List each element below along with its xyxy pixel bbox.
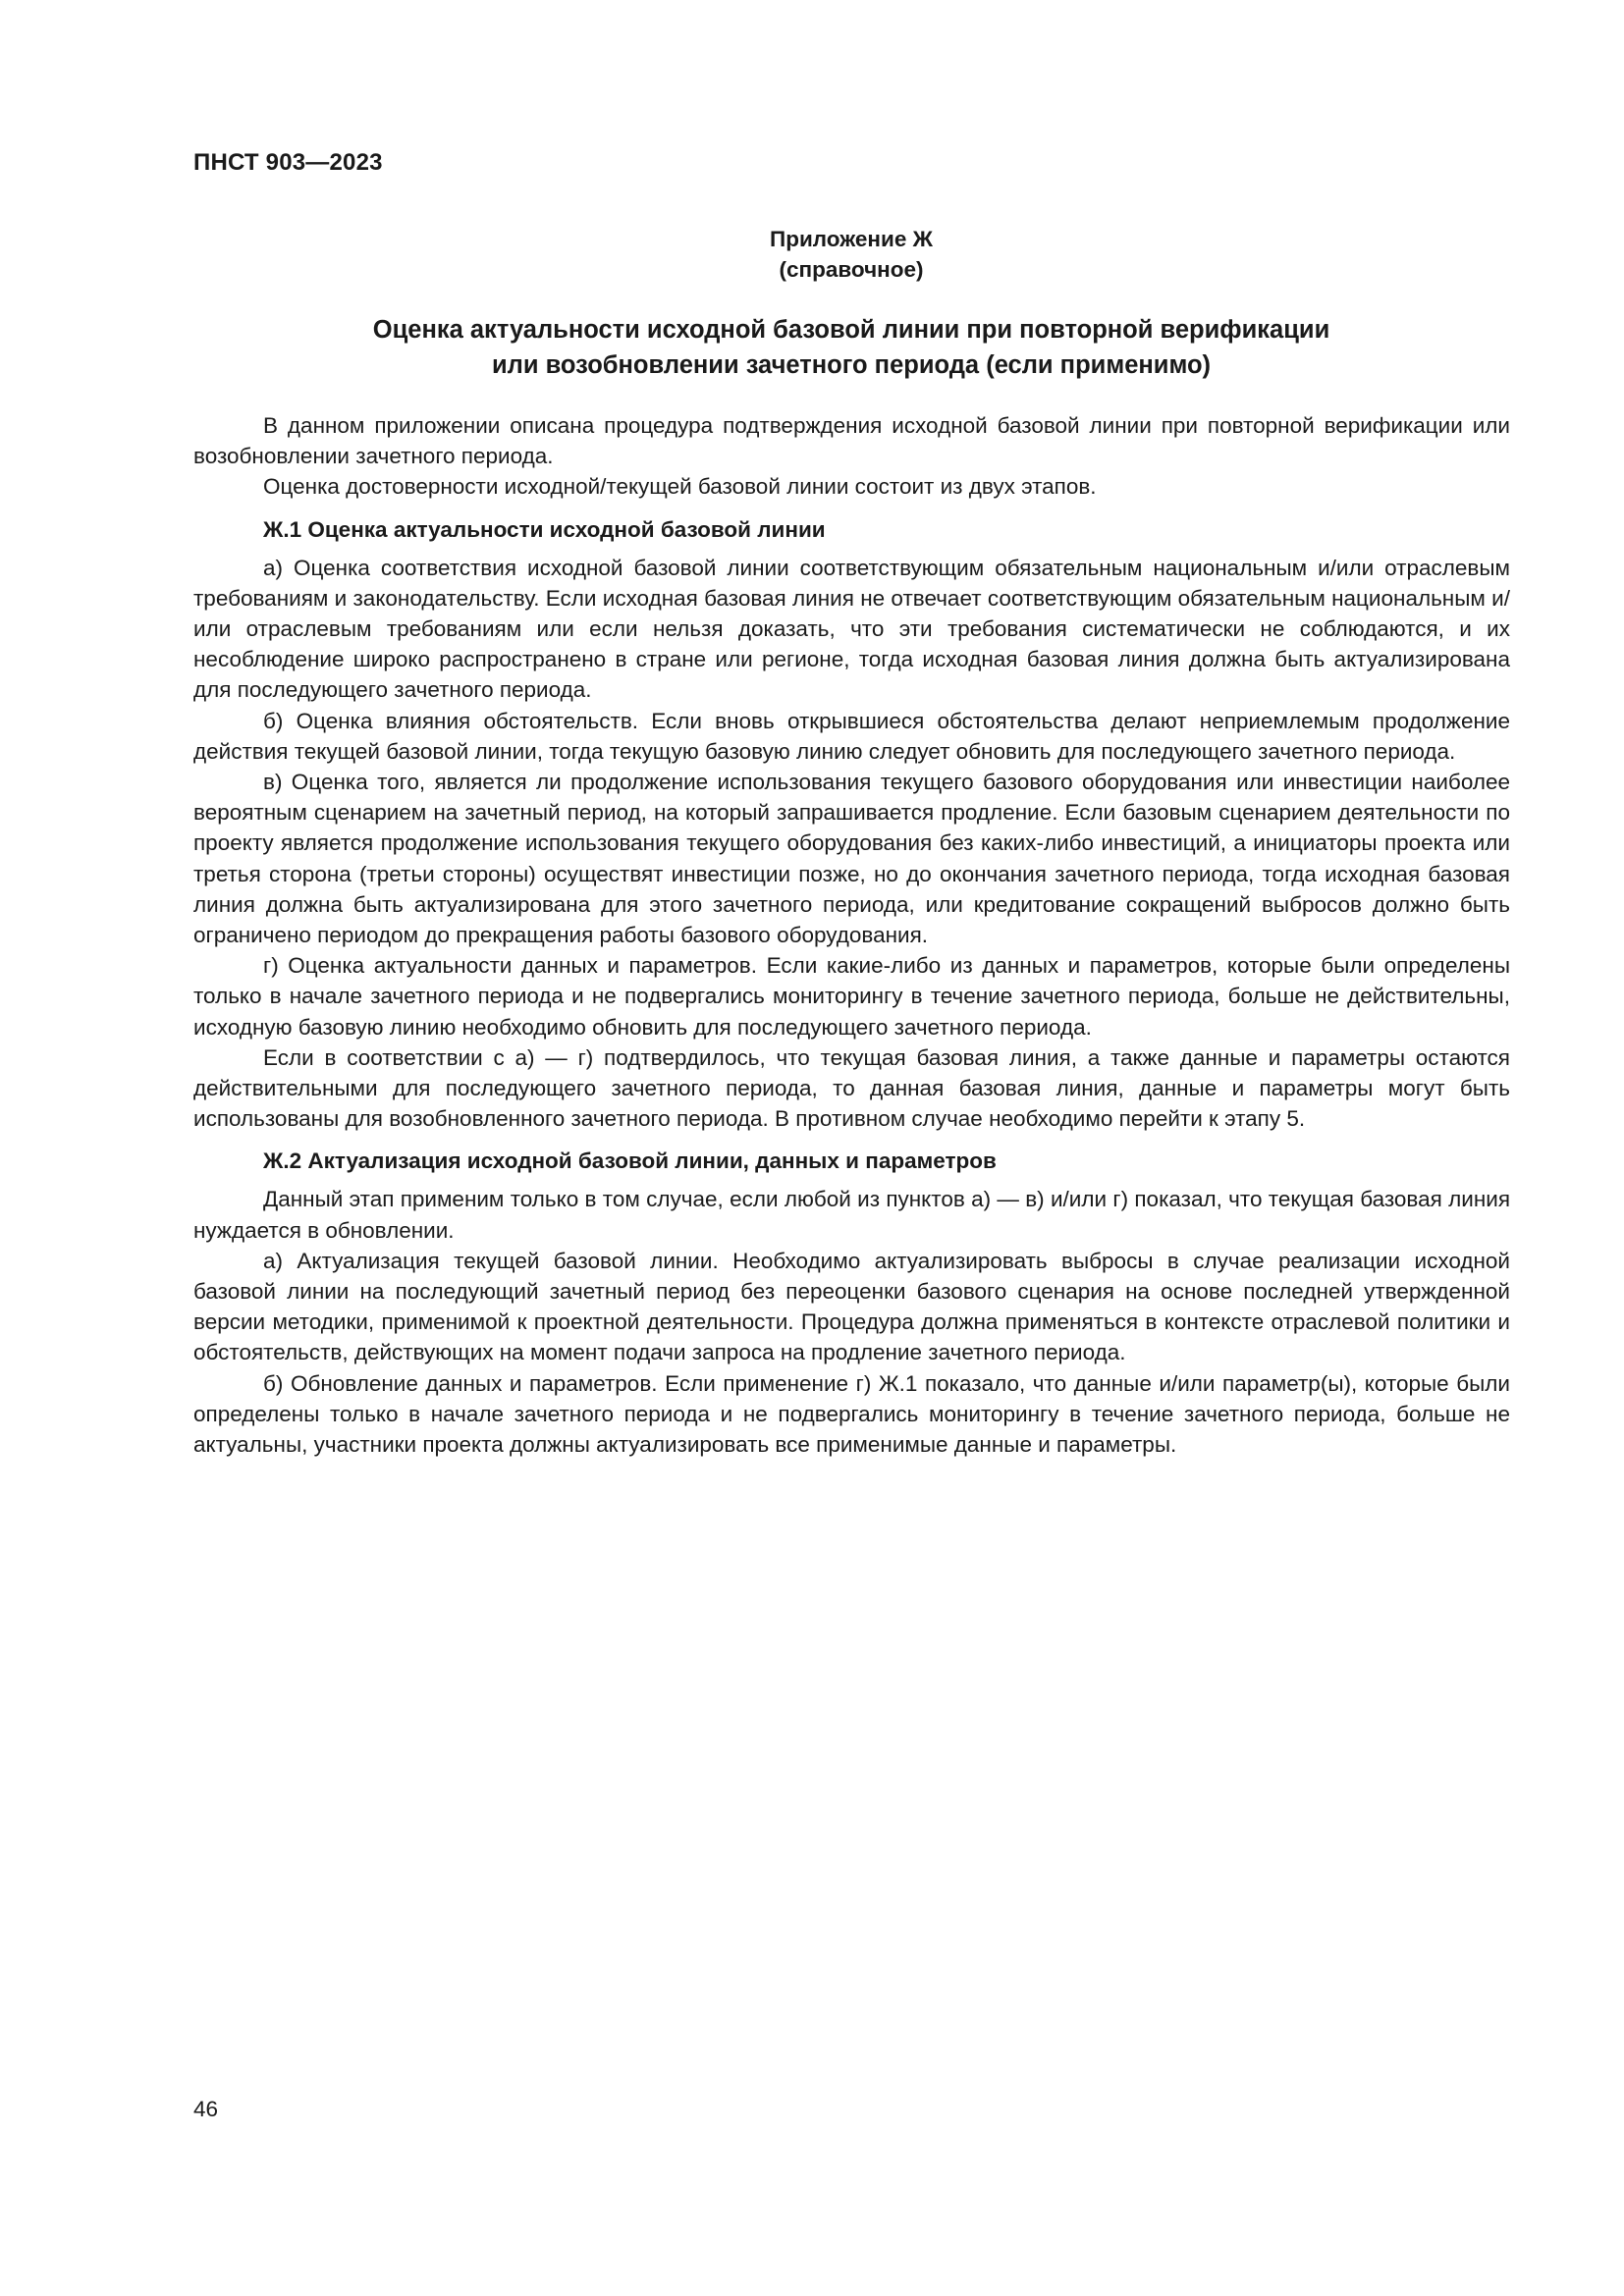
- section-1-item-b: б) Оценка влияния обстоятельств. Если вновь открывшиеся обстоятельства делают неприемлемым продолжение действия текущей базовой линии, тогда текущую базовую линию следует обновить для последующего зачетного периода.: [193, 708, 1510, 764]
- annex-heading: [193, 224, 1509, 285]
- section-1-item-c: в) Оценка того, является ли продолжение использования текущего базового оборудования или инвестиции наиболее вероятным сценарием на зачетный период, на который запрашивается продление. Если базовым сценарием деятельности по проекту является продолжение использования текущего оборудования без каких-либо инвестиций, а инициаторы проекта или третья сторона (третьи стороны) осуществят инвестиции позже, но до окончания зачетного периода, тогда исходная базовая линия должна быть актуализирована для этого зачетного периода, или кредитование сокращений выбросов должно быть ограничено периодом до прекращения работы базового оборудования.: [193, 770, 1510, 948]
- annex-title-line-2: или возобновлении зачетного периода (если применимо): [491, 351, 1212, 379]
- document-body: [193, 410, 1510, 1460]
- section-1-summary: Если в соответствии с а) — г) подтвердилось, что текущая базовая линия, а также данные и параметры остаются действительными для последующего зачетного периода, то данная базовая линия, данные и параметры могут быть использованы для возобновленного зачетного периода. В противном случае необходимо перейти к этапу 5.: [193, 1044, 1510, 1132]
- section-2-item-a: а) Актуализация текущей базовой линии. Необходимо актуализировать выбросы в случае реализации исходной базовой линии на последующий зачетный период без переоценки базового сценария на основе последней утвержденной версии методики, применимой к проектной деятельности. Процедура должна применяться в контексте отраслевой политики и обстоятельств, действующих на момент подачи запроса на продление зачетного периода.: [193, 1248, 1510, 1365]
- section-1-item-a: а) Оценка соответствия исходной базовой линии соответствующим обязательным национальным и/или отраслевым требованиям и законодательству. Если исходная базовая линия не отвечает соответствующим обязательным национальным и/или отраслевым требованиям или если нельзя доказать, что эти требования систематически не соблюдаются, и их несоблюдение широко распространено в стране или регионе, тогда исходная базовая линия должна быть актуализирована для последующего зачетного периода.: [193, 555, 1510, 703]
- page-number: 46: [193, 2097, 219, 2121]
- section-2-intro: Данный этап применим только в том случае, если любой из пунктов а) — в) и/или г) показал, что текущая базовая линия нуждается в обновлении.: [193, 1187, 1510, 1243]
- section-2-item-b: б) Обновление данных и параметров. Если применение г) Ж.1 показало, что данные и/или параметр(ы), которые были определены только в начале зачетного периода и не подвергались мониторингу в течение зачетного периода, больше не актуальны, участники проекта должны актуализировать все применимые данные и параметры.: [193, 1370, 1510, 1458]
- section-2-heading: Ж.2 Актуализация исходной базовой линии, данных и параметров: [263, 1148, 997, 1174]
- annex-title-line-1: Оценка актуальности исходной базовой линии при повторной верификации: [372, 316, 1330, 344]
- annex-kind: (справочное): [779, 257, 924, 282]
- document-code: ПНСТ 903—2023: [193, 149, 383, 176]
- section-1-heading: Ж.1 Оценка актуальности исходной базовой линии: [263, 516, 826, 542]
- section-1-item-d: г) Оценка актуальности данных и параметров. Если какие-либо из данных и параметров, которые были определены только в начале зачетного периода и не подвергались мониторингу в течение зачетного периода, больше не действительны, исходную базовую линию необходимо обновить для последующего зачетного периода.: [193, 953, 1510, 1040]
- annex-label: Приложение Ж: [770, 227, 933, 251]
- intro-paragraph-2: Оценка достоверности исходной/текущей базовой линии состоит из двух этапов.: [263, 474, 1097, 500]
- annex-title: [193, 312, 1509, 383]
- intro-paragraph-1: В данном приложении описана процедура подтверждения исходной базовой линии при повторной верификации или возобновлении зачетного периода.: [193, 413, 1510, 469]
